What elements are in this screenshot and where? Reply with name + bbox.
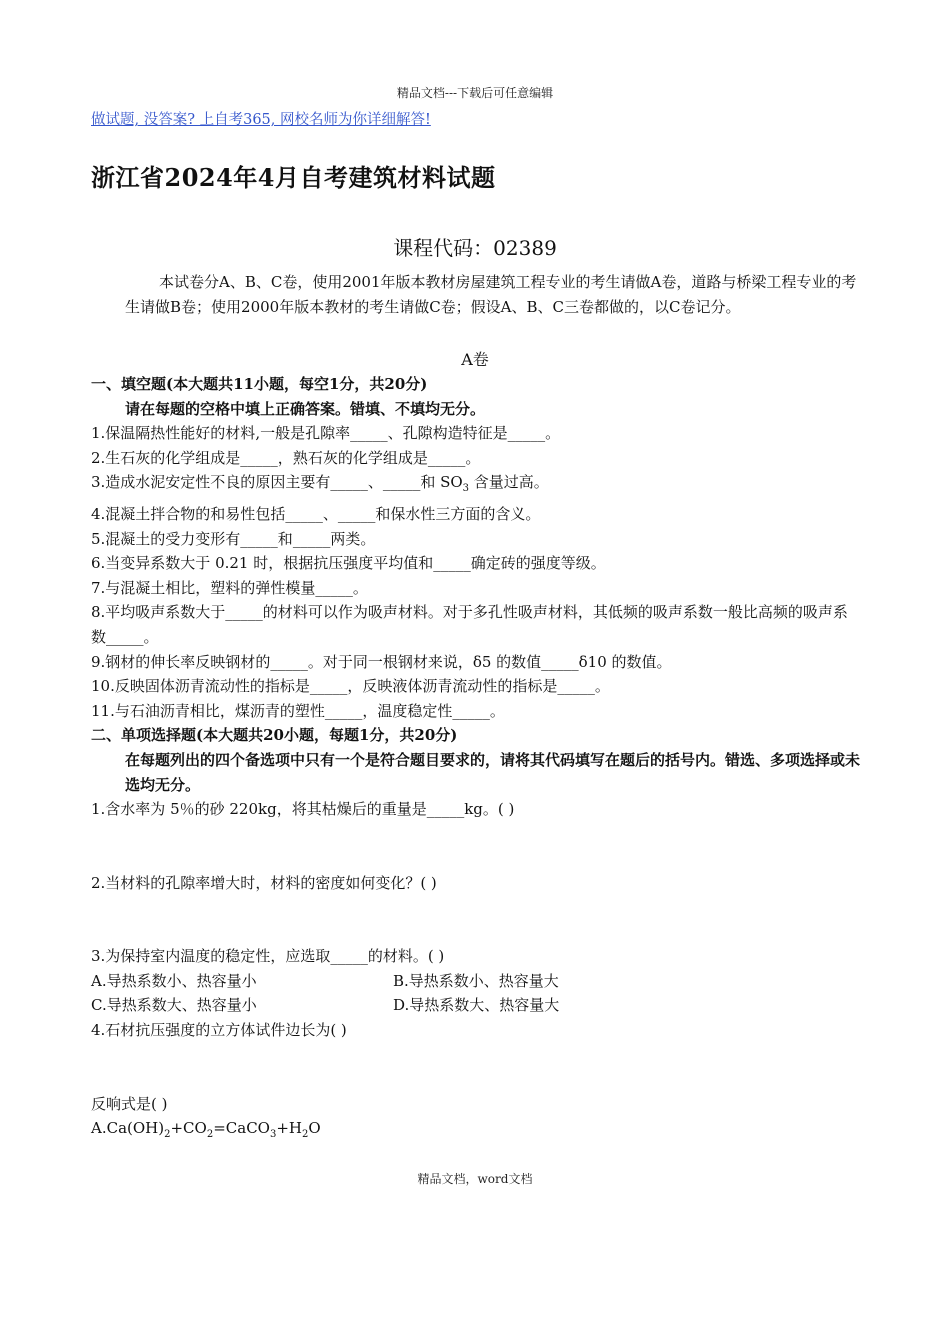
formula-part: =CaCO <box>213 1119 270 1138</box>
option-d: D.导热系数大、热容量大 <box>393 996 560 1015</box>
choice-question-3-options-row1 <box>91 969 861 994</box>
part2-instruction: 在每题列出的四个备选项中只有一个是符合题目要求的，请将其代码填写在题后的括号内。错选、多项选择或未选均无分。 <box>125 750 861 794</box>
fill-question-9: 9.钢材的伸长率反映钢材的_____。对于同一根钢材来说，δ5 的数值_____δ10 的数值。 <box>91 652 672 671</box>
fill-question-3 <box>91 470 861 502</box>
spacer <box>91 895 861 944</box>
formula-sub: 2 <box>164 1129 171 1141</box>
fill-question-5: 5.混凝土的受力变形有_____和_____两类。 <box>91 529 376 548</box>
fill-question-6: 6.当变异系数大于 0.21 时，根据抗压强度平均值和_____确定砖的强度等级。 <box>91 554 606 573</box>
part1-instruction: 请在每题的空格中填上正确答案。错填、不填均无分。 <box>125 399 486 418</box>
fill-question-8: 8.平均吸声系数大于_____的材料可以作为吸声材料。对于多孔性吸声材料，其低频的吸声系数一般比高频的吸声系数_____。 <box>91 603 848 646</box>
fill-question-2: 2.生石灰的化学组成是_____，熟石灰的化学组成是_____。 <box>91 448 481 467</box>
formula-part: +H <box>276 1119 302 1138</box>
fill-question-4: 4.混凝土拌合物的和易性包括_____、_____和保水性三方面的含义。 <box>91 504 541 523</box>
part2-heading: 二、单项选择题(本大题共20小题，每题1分，共20分) <box>91 726 458 745</box>
fill-question-11: 11.与石油沥青相比，煤沥青的塑性_____，温度稳定性_____。 <box>91 701 505 720</box>
intro-paragraph: 本试卷分A、B、C卷，使用2001年版本教材房屋建筑工程专业的考生请做A卷，道路与桥梁工程专业的考生请做B卷；使用2000年版本教材的考生请做C卷；假设A、B、C三卷都做的，以C卷记分。 <box>125 273 857 316</box>
formula-part: +CO <box>170 1119 207 1138</box>
choice-question-4: 4.石材抗压强度的立方体试件边长为( ) <box>91 1021 347 1040</box>
option-a: A.导热系数小、热容量小 <box>91 971 257 990</box>
option-c: C.导热系数大、热容量小 <box>91 996 257 1015</box>
formula-sub: 2 <box>302 1129 309 1141</box>
part1-heading: 一、填空题(本大题共11小题，每空1分，共20分) <box>91 375 428 393</box>
fill-question-7: 7.与混凝土相比，塑料的弹性模量_____。 <box>91 578 368 597</box>
formula-sub: 2 <box>206 1129 214 1141</box>
formula-part: A.Ca(OH) <box>91 1119 165 1138</box>
choice-question-2: 2.当材料的孔隙率增大时，材料的密度如何变化？( ) <box>91 873 437 892</box>
formula-sub: 3 <box>269 1129 277 1141</box>
fill-question-1: 1.保温隔热性能好的材料,一般是孔隙率_____、孔隙构造特征是_____。 <box>91 424 561 443</box>
fill-question-10: 10.反映固体沥青流动性的指标是_____，反映液体沥青流动性的指标是_____。 <box>91 677 610 696</box>
spacer <box>91 1043 861 1092</box>
choice-question-3-options-row2 <box>91 993 861 1018</box>
page-footer: 精品文档，word文档 <box>417 1172 533 1186</box>
option-b: B.导热系数小、热容量大 <box>393 971 559 990</box>
choice-question-5: 反响式是( ) <box>91 1094 168 1113</box>
formula-part: O <box>308 1119 321 1138</box>
page-header: 精品文档---下载后可任意编辑 <box>396 86 554 100</box>
section-a-heading: A卷 <box>461 350 489 369</box>
promo-link[interactable]: 做试题, 没答案? 上自考365, 网校名师为你详细解答! <box>91 112 431 128</box>
fill-question-3-post: 含量过高。 <box>469 473 549 492</box>
choice-question-3: 3.为保持室内温度的稳定性，应选取_____的材料。( ) <box>91 947 445 966</box>
exam-title: 浙江省2024年4月自考建筑材料试题 <box>91 163 496 192</box>
fill-question-3-sub: 3 <box>462 483 470 495</box>
course-code: 课程代码：02389 <box>393 236 557 260</box>
spacer <box>91 822 861 871</box>
questions-body <box>91 372 861 1148</box>
fill-question-3-pre: 3.造成水泥安定性不良的原因主要有_____、_____和 SO <box>91 473 463 492</box>
choice-question-5-option-a <box>91 1116 861 1148</box>
choice-question-1: 1.含水率为 5％的砂 220kg，将其枯燥后的重量是_____kg。( ) <box>91 800 515 819</box>
